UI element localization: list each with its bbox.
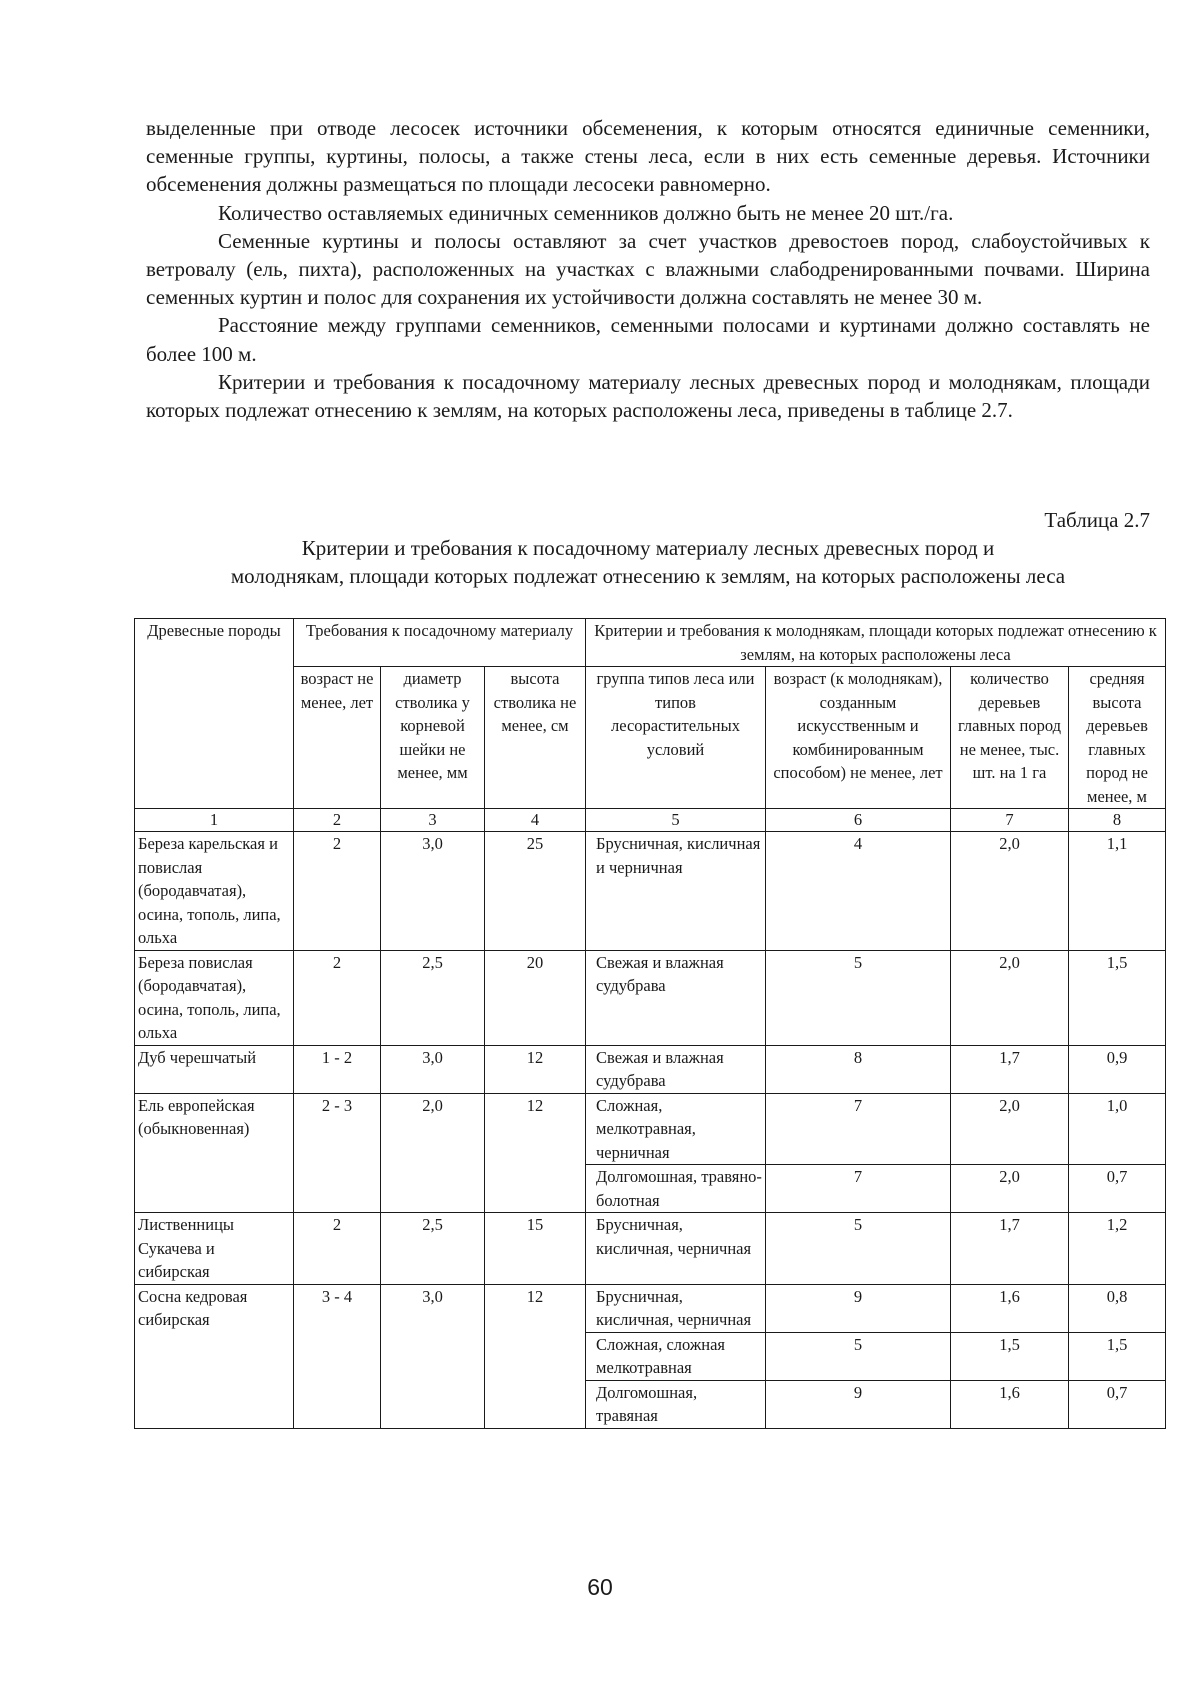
table-title-line: Критерии и требования к посадочному материалу лесных древесных пород и — [301, 536, 995, 560]
header-tree-count: количество деревьев главных пород не менее, тыс. шт. на 1 га — [951, 667, 1069, 809]
table-row — [135, 832, 1166, 951]
young-age-cell: 8 — [766, 1045, 951, 1093]
table-title-line: молоднякам, площади которых подлежат отнесению к землям, на которых расположены леса — [230, 564, 1066, 588]
forest-type-cell: Свежая и влажная судубрава — [586, 950, 766, 1045]
page-number: 60 — [587, 1574, 613, 1600]
forest-type-cell: Брусничная, кисличная и черничная — [586, 832, 766, 951]
species-cell: Береза карельская и повислая (бородавчатая), осина, тополь, липа, ольха — [135, 832, 294, 951]
young-age-cell: 5 — [766, 1332, 951, 1380]
height-cell: 15 — [485, 1213, 586, 1285]
young-age-cell: 9 — [766, 1380, 951, 1428]
diameter-cell: 3,0 — [381, 1284, 485, 1428]
column-number: 8 — [1069, 809, 1166, 832]
avg-height-cell: 1,0 — [1069, 1093, 1166, 1165]
header-diameter: диаметр стволика у корневой шейки не менее, мм — [381, 667, 485, 809]
diameter-cell: 2,5 — [381, 950, 485, 1045]
table-title — [146, 534, 1150, 590]
tree-count-cell: 2,0 — [951, 1165, 1069, 1213]
forest-type-cell: Долгомошная, травяная — [586, 1380, 766, 1428]
avg-height-cell: 1,5 — [1069, 1332, 1166, 1380]
height-cell: 12 — [485, 1045, 586, 1093]
tree-count-cell: 1,6 — [951, 1380, 1069, 1428]
header-species: Древесные породы — [135, 619, 294, 809]
avg-height-cell: 0,7 — [1069, 1165, 1166, 1213]
height-cell: 20 — [485, 950, 586, 1045]
tree-count-cell: 1,7 — [951, 1213, 1069, 1285]
height-cell: 25 — [485, 832, 586, 951]
column-number: 3 — [381, 809, 485, 832]
avg-height-cell: 1,2 — [1069, 1213, 1166, 1285]
header-young: Критерии и требования к молоднякам, площади которых подлежат отнесению к землям, на которых расположены леса — [586, 619, 1166, 667]
column-number: 4 — [485, 809, 586, 832]
forest-type-cell: Свежая и влажная судубрава — [586, 1045, 766, 1093]
avg-height-cell: 0,8 — [1069, 1284, 1166, 1332]
tree-count-cell: 2,0 — [951, 1093, 1069, 1165]
criteria-table — [134, 618, 1166, 1429]
height-cell: 12 — [485, 1284, 586, 1428]
column-number: 1 — [135, 809, 294, 832]
column-number: 7 — [951, 809, 1069, 832]
young-age-cell: 7 — [766, 1093, 951, 1165]
young-age-cell: 5 — [766, 1213, 951, 1285]
paragraph: Расстояние между группами семенников, семенными полосами и куртинами должно составлять не более 100 м. — [146, 313, 1150, 366]
tree-count-cell: 1,5 — [951, 1332, 1069, 1380]
age-cell: 2 - 3 — [294, 1093, 381, 1213]
forest-type-cell: Сложная, сложная мелкотравная — [586, 1332, 766, 1380]
table-row — [135, 1284, 1166, 1332]
diameter-cell: 2,5 — [381, 1213, 485, 1285]
table-row — [135, 950, 1166, 1045]
species-cell: Сосна кедровая сибирская — [135, 1284, 294, 1428]
avg-height-cell: 1,1 — [1069, 832, 1166, 951]
age-cell: 1 - 2 — [294, 1045, 381, 1093]
tree-count-cell: 2,0 — [951, 950, 1069, 1045]
paragraph: Семенные куртины и полосы оставляют за счет участков древостоев пород, слабоустойчивых к ветровалу (ель, пихта), расположенных на участках с влажными слабодренированными почвами. Ширина семенных куртин и полос для сохранения их устойчивости должна составлять не менее 30 м. — [146, 228, 1150, 310]
tree-count-cell: 1,6 — [951, 1284, 1069, 1332]
diameter-cell: 3,0 — [381, 832, 485, 951]
table-number: Таблица 2.7 — [1044, 508, 1150, 532]
header-planting: Требования к посадочному материалу — [294, 619, 586, 667]
header-young-age: возраст (к молоднякам), созданным искусственным и комбинированным способом) не менее, лет — [766, 667, 951, 809]
height-cell: 12 — [485, 1093, 586, 1213]
paragraph: Критерии и требования к посадочному материалу лесных древесных пород и молоднякам, площади которых подлежат отнесению к землям, на которых расположены леса, приведены в таблице 2.7. — [146, 369, 1150, 423]
header-avg-height: средняя высота деревьев главных пород не менее, м — [1069, 667, 1166, 809]
avg-height-cell: 0,9 — [1069, 1045, 1166, 1093]
header-forest-type: группа типов леса или типов лесорастительных условий — [586, 667, 766, 809]
age-cell: 3 - 4 — [294, 1284, 381, 1428]
table-row — [135, 1045, 1166, 1093]
young-age-cell: 7 — [766, 1165, 951, 1213]
species-cell: Ель европейская (обыкновенная) — [135, 1093, 294, 1213]
header-age: возраст не менее, лет — [294, 667, 381, 809]
young-age-cell: 5 — [766, 950, 951, 1045]
header-height: высота стволика не менее, см — [485, 667, 586, 809]
table-row — [135, 1093, 1166, 1165]
young-age-cell: 9 — [766, 1284, 951, 1332]
diameter-cell: 2,0 — [381, 1093, 485, 1213]
age-cell: 2 — [294, 1213, 381, 1285]
forest-type-cell: Сложная, мелкотравная, черничная — [586, 1093, 766, 1165]
tree-count-cell: 1,7 — [951, 1045, 1069, 1093]
young-age-cell: 4 — [766, 832, 951, 951]
species-cell: Дуб черешчатый — [135, 1045, 294, 1093]
forest-type-cell: Долгомошная, травяно-болотная — [586, 1165, 766, 1213]
table-row — [135, 1213, 1166, 1285]
species-cell: Береза повислая (бородавчатая), осина, тополь, липа, ольха — [135, 950, 294, 1045]
column-number: 6 — [766, 809, 951, 832]
forest-type-cell: Брусничная, кисличная, черничная — [586, 1213, 766, 1285]
species-cell: Лиственницы Сукачева и сибирская — [135, 1213, 294, 1285]
tree-count-cell: 2,0 — [951, 832, 1069, 951]
age-cell: 2 — [294, 950, 381, 1045]
avg-height-cell: 1,5 — [1069, 950, 1166, 1045]
column-number: 5 — [586, 809, 766, 832]
column-numbers-row — [135, 809, 1166, 832]
paragraph: Количество оставляемых единичных семенников должно быть не менее 20 шт./га. — [218, 200, 954, 225]
diameter-cell: 3,0 — [381, 1045, 485, 1093]
column-number: 2 — [294, 809, 381, 832]
forest-type-cell: Брусничная, кисличная, черничная — [586, 1284, 766, 1332]
age-cell: 2 — [294, 832, 381, 951]
avg-height-cell: 0,7 — [1069, 1380, 1166, 1428]
paragraph: выделенные при отводе лесосек источники обсеменения, к которым относятся единичные семенники, семенные группы, куртины, полосы, а также стены леса, если в них есть семенные деревья. Источники обсеменения должны размещаться по площади лесосеки равномерно. — [146, 116, 1150, 197]
body-text — [146, 114, 1150, 424]
